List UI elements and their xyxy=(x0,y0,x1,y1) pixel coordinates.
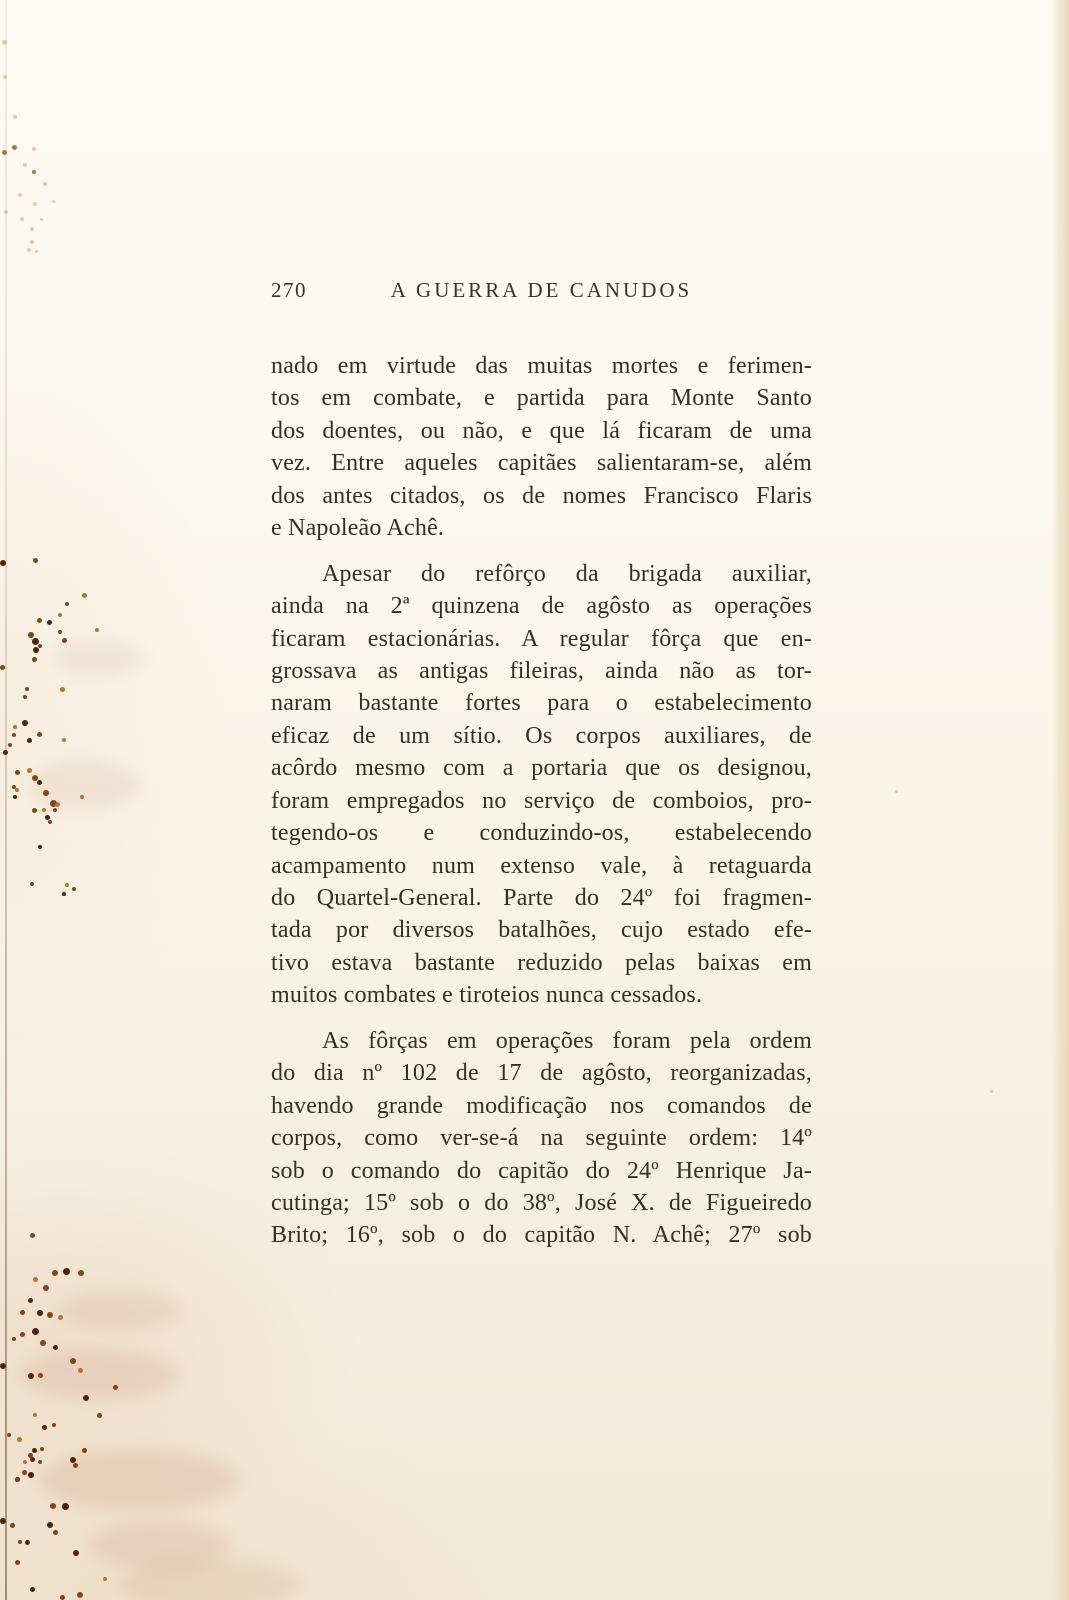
ink-spot xyxy=(43,1285,49,1291)
ink-spot xyxy=(30,1233,35,1238)
ink-spot xyxy=(10,1523,15,1528)
ink-spot xyxy=(990,1090,993,1093)
ink-spot xyxy=(37,780,42,785)
ink-spot xyxy=(62,638,67,643)
ink-spot xyxy=(58,613,62,617)
ink-spot xyxy=(18,193,22,197)
text-line: tos em combate, e partida para Monte Santo xyxy=(271,385,812,412)
ink-spot xyxy=(15,788,19,792)
ink-spot xyxy=(47,1522,53,1528)
ink-spot xyxy=(20,217,24,221)
ink-spot xyxy=(32,1328,39,1335)
ink-spot xyxy=(38,644,42,648)
ink-spot xyxy=(23,163,27,167)
ink-spot xyxy=(38,845,42,849)
ink-spot xyxy=(33,1277,38,1282)
ink-spot xyxy=(20,1332,25,1337)
ink-spot xyxy=(0,1518,6,1524)
ink-spot xyxy=(37,732,42,737)
ink-spot xyxy=(27,738,32,743)
text-line: sob o comando do capitão do 24º Henrique Ja- xyxy=(271,1157,812,1184)
ink-spot xyxy=(48,820,52,824)
ink-spot xyxy=(30,227,34,231)
paper-smudge xyxy=(20,1350,180,1400)
ink-spot xyxy=(17,1437,22,1442)
text-line: naram bastante fortes para o estabelecimento xyxy=(271,690,812,717)
ink-spot xyxy=(2,150,7,155)
ink-spot xyxy=(40,1447,44,1451)
text-line: vez. Entre aqueles capitães salientaram-se, além xyxy=(271,450,812,477)
paper-smudge xyxy=(30,760,140,810)
ink-spot xyxy=(43,790,49,796)
ink-spot xyxy=(58,630,62,634)
ink-spot xyxy=(20,1310,25,1315)
ink-spot xyxy=(15,1478,19,1482)
ink-spot xyxy=(42,1425,47,1430)
ink-spot xyxy=(13,795,17,799)
ink-spot xyxy=(13,725,17,729)
ink-spot xyxy=(82,593,87,598)
ink-spot xyxy=(40,218,43,221)
ink-spot xyxy=(73,1550,79,1556)
ink-spot xyxy=(60,1595,65,1600)
ink-spot xyxy=(58,1315,63,1320)
text-line: Apesar do refôrço da brigada auxiliar, xyxy=(322,560,812,587)
text-line: foram empregados no serviço de comboios, pro- xyxy=(271,787,812,814)
ink-spot xyxy=(65,602,69,606)
ink-spot xyxy=(13,115,17,119)
ink-spot xyxy=(32,170,36,174)
ink-spot xyxy=(23,695,27,699)
ink-spot xyxy=(2,40,7,45)
ink-spot xyxy=(77,1592,83,1598)
ink-spot xyxy=(42,808,46,812)
ink-spot xyxy=(0,560,6,566)
ink-spot xyxy=(80,795,84,799)
ink-spot xyxy=(60,687,65,692)
ink-spot xyxy=(25,1540,30,1545)
ink-spot xyxy=(895,790,898,793)
ink-spot xyxy=(18,1540,22,1544)
paragraph xyxy=(271,558,812,1012)
ink-spot xyxy=(113,1385,118,1390)
ink-spot xyxy=(78,1270,84,1276)
ink-spot xyxy=(30,1587,35,1592)
ink-spot xyxy=(32,1448,37,1453)
ink-spot xyxy=(30,882,34,886)
ink-spot xyxy=(97,1413,102,1418)
ink-spot xyxy=(28,1472,34,1478)
ink-spot xyxy=(15,770,20,775)
ink-spot xyxy=(38,1373,43,1378)
text-line: acampamento num extenso vale, à retaguarda xyxy=(271,852,812,879)
text-line: ficaram estacionárias. A regular fôrça que en- xyxy=(271,625,812,652)
text-line: dos antes citados, os de nomes Francisco Flaris xyxy=(271,482,812,509)
ink-spot xyxy=(0,1363,6,1369)
page-number: 270 xyxy=(271,278,307,302)
paragraph xyxy=(271,1025,812,1252)
text-line: do dia nº 102 de 17 de agôsto, reorganizadas, xyxy=(271,1060,812,1087)
ink-spot xyxy=(40,1340,46,1346)
ink-spot xyxy=(73,1463,78,1468)
ink-spot xyxy=(0,665,5,670)
text-line: Brito; 16º, sob o do capitão N. Achê; 27º sob xyxy=(271,1222,812,1249)
ink-spot xyxy=(52,200,55,203)
ink-spot xyxy=(15,1560,20,1565)
ink-spot xyxy=(33,558,38,563)
ink-spot xyxy=(32,657,37,662)
text-line: tada por diversos batalhões, cujo estado efe- xyxy=(271,917,812,944)
text-line: corpos, como ver-se-á na seguinte ordem: 14º xyxy=(271,1125,812,1152)
ink-spot xyxy=(52,1270,58,1276)
ink-spot xyxy=(32,147,36,151)
text-line: acôrdo mesmo com a portaria que os designou, xyxy=(271,755,812,782)
ink-spot xyxy=(53,808,57,812)
paper-smudge xyxy=(55,640,145,676)
text-line: nado em virtude das muitas mortes e ferimen- xyxy=(271,353,812,379)
ink-spot xyxy=(62,738,66,742)
ink-spot xyxy=(63,1268,70,1275)
ink-spot xyxy=(33,647,39,653)
ink-spot xyxy=(62,1503,69,1510)
text-block xyxy=(271,350,812,1265)
ink-spot xyxy=(32,808,37,813)
running-title: A GUERRA DE CANUDOS xyxy=(390,278,693,302)
ink-spot xyxy=(25,687,29,691)
ink-spot xyxy=(35,250,38,253)
ink-spot xyxy=(22,720,28,726)
ink-spot xyxy=(8,743,12,747)
page-header xyxy=(271,278,812,302)
ink-spot xyxy=(103,1577,107,1581)
text-line: eficaz de um sítio. Os corpos auxiliares, de xyxy=(271,722,812,749)
ink-spot xyxy=(43,182,47,186)
page-left-edge xyxy=(5,0,7,1600)
text-line: cutinga; 15º sob o do 38º, José X. de Figueiredo xyxy=(271,1189,812,1216)
ink-spot xyxy=(7,1433,11,1437)
page-right-edge xyxy=(1052,0,1069,1600)
ink-spot xyxy=(52,1423,56,1427)
paper-smudge xyxy=(120,1560,300,1600)
ink-spot xyxy=(72,887,76,891)
text-line: havendo grande modificação nos comandos de xyxy=(271,1092,812,1119)
ink-spot xyxy=(28,1373,34,1379)
ink-spot xyxy=(47,1312,53,1318)
ink-spot xyxy=(33,202,37,206)
ink-spot xyxy=(3,75,7,79)
ink-spot xyxy=(37,1310,43,1316)
ink-spot xyxy=(55,802,60,807)
text-line: tegendo-os e conduzindo-os, estabelecendo xyxy=(271,820,812,847)
ink-spot xyxy=(27,768,32,773)
ink-spot xyxy=(22,1470,27,1475)
text-line: grossava as antigas fileiras, ainda não as tor- xyxy=(271,657,812,684)
ink-spot xyxy=(28,1453,33,1458)
ink-spot xyxy=(30,240,34,244)
text-line: muitos combates e tiroteios nunca cessados. xyxy=(271,982,703,1009)
ink-spot xyxy=(62,892,66,896)
ink-spot xyxy=(70,1457,76,1463)
ink-spot xyxy=(27,248,31,252)
paragraph xyxy=(271,350,812,545)
ink-spot xyxy=(95,628,99,632)
ink-spot xyxy=(12,733,16,737)
ink-spot xyxy=(78,1368,83,1373)
ink-spot xyxy=(50,1503,56,1509)
text-line: do Quartel-General. Parte do 24º foi fragmen- xyxy=(271,885,812,911)
ink-spot xyxy=(65,883,69,887)
ink-spot xyxy=(28,1298,33,1303)
ink-spot xyxy=(83,1395,89,1401)
text-line: e Napoleão Achê. xyxy=(271,515,445,542)
ink-spot xyxy=(23,1460,27,1464)
ink-spot xyxy=(53,1345,58,1350)
text-line: dos doentes, ou não, e que lá ficaram de uma xyxy=(271,417,812,444)
ink-spot xyxy=(28,632,34,638)
ink-spot xyxy=(47,620,52,625)
text-line: tivo estava bastante reduzido pelas baixas em xyxy=(271,949,812,976)
text-line: ainda na 2ª quinzena de agôsto as operações xyxy=(271,593,812,620)
paper-smudge xyxy=(60,1290,180,1330)
ink-spot xyxy=(70,1358,76,1364)
ink-spot xyxy=(53,1530,58,1535)
ink-spot xyxy=(3,750,8,755)
ink-spot xyxy=(37,618,42,623)
ink-spot xyxy=(4,210,8,214)
ink-spot xyxy=(12,1337,16,1341)
ink-spot xyxy=(33,1413,37,1417)
ink-spot xyxy=(82,1448,87,1453)
text-line: As fôrças em operações foram pela ordem xyxy=(322,1027,812,1054)
ink-spot xyxy=(38,1460,42,1464)
ink-spot xyxy=(12,145,17,150)
